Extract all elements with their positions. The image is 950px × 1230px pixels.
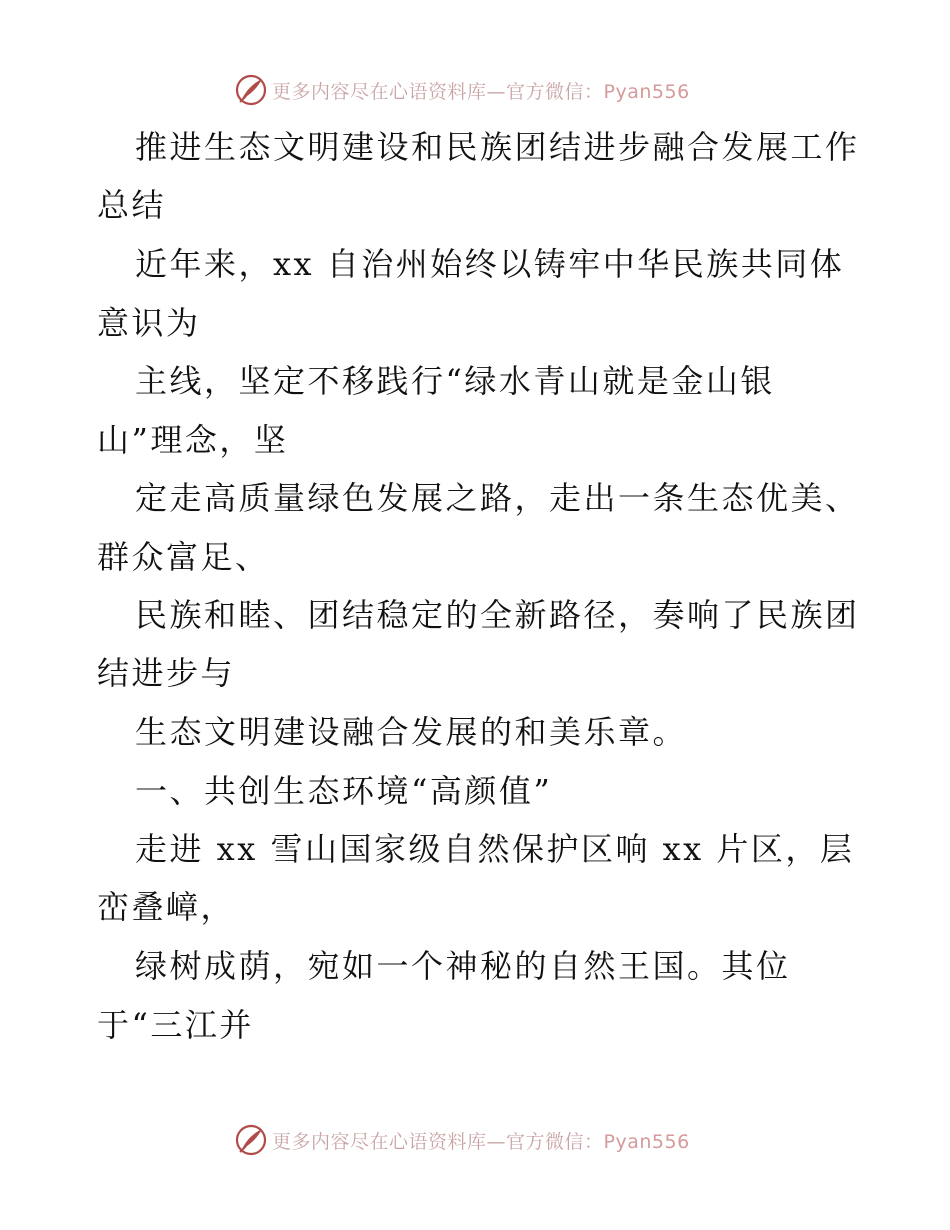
paragraph-line: 群众富足、 (97, 538, 270, 576)
paragraph-line: 走进 xx 雪山国家级自然保护区响 xx 片区，层 (135, 830, 855, 868)
quill-pen-logo-icon (234, 1123, 268, 1157)
paragraph-line: 峦叠嶂， (97, 888, 236, 926)
paragraph-line: 主线，坚定不移践行“绿水青山就是金山银 (135, 362, 775, 400)
paragraph-line: 民族和睦、团结稳定的全新路径，奏响了民族团 (135, 596, 860, 634)
watermark-text: 更多内容尽在心语资料库—官方微信：Pyan556 (272, 80, 690, 103)
paragraph-line: 于“三江并 (97, 1006, 254, 1044)
paragraph-line: 生态文明建设融合发展的和美乐章。 (135, 713, 688, 751)
paragraph-line: 结进步与 (97, 654, 236, 692)
paragraph-line: 山”理念，坚 (97, 421, 289, 459)
doc-title-line-2: 总结 (97, 186, 167, 224)
section-heading: 一、共创生态环境“高颜值” (135, 772, 553, 810)
watermark-text: 更多内容尽在心语资料库—官方微信：Pyan556 (272, 1130, 690, 1153)
paragraph-line: 近年来，xx 自治州始终以铸牢中华民族共同体 (135, 245, 845, 283)
footer-watermark (234, 1122, 690, 1158)
paragraph-line: 绿树成荫，宛如一个神秘的自然王国。其位 (135, 947, 791, 985)
paragraph-line: 意识为 (97, 304, 201, 342)
paragraph-line: 定走高质量绿色发展之路，走出一条生态优美、 (135, 479, 860, 517)
doc-title-line-1: 推进生态文明建设和民族团结进步融合发展工作 (135, 128, 860, 166)
